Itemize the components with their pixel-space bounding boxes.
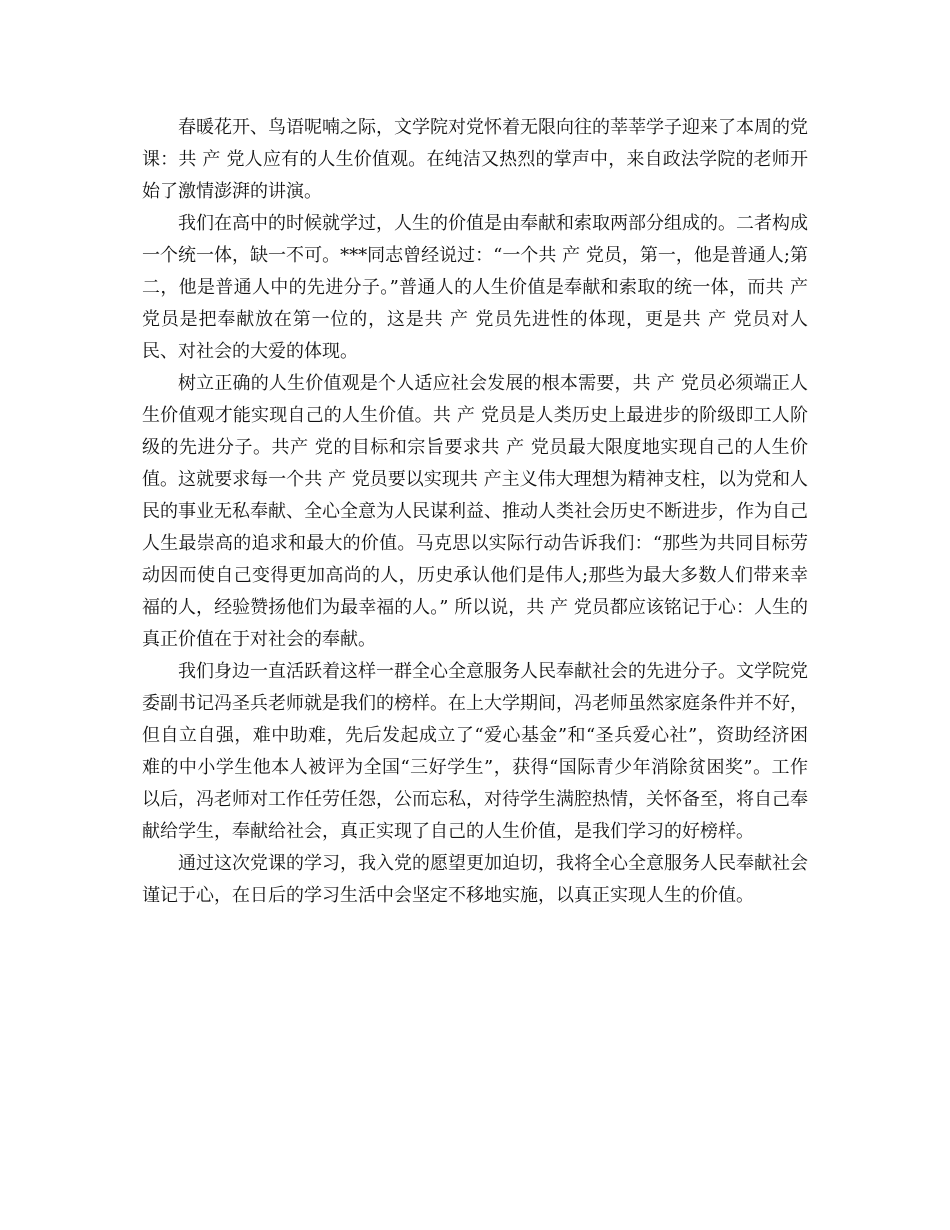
paragraph-2: 我们在高中的时候就学过，人生的价值是由奉献和索取两部分组成的。二者构成一个统一体，缺一不可。***同志曾经说过：“一个共 产 党员，第一，他是普通人;第二，他是普通人中的先进分子。”普通人的人生价值是奉献和索取的统一体，而共 产 党员是把奉献放在第一位的，这是共 产 党员先进性的体现，更是共 产 党员对人民、对社会的大爱的体现。 — [142, 213, 808, 362]
paragraph-4: 我们身边一直活跃着这样一群全心全意服务人民奉献社会的先进分子。文学院党委副书记冯圣兵老师就是我们的榜样。在上大学期间，冯老师虽然家庭条件并不好，但自立自强，难中助难，先后发起成立了“爱心基金”和“圣兵爱心社”，资助经济困难的中小学生他本人被评为全国“三好学生”，获得“国际青少年消除贫困奖”。工作以后，冯老师对工作任劳任怨，公而忘私，对待学生满腔热情，关怀备至，将自己奉献给学生，奉献给社会，真正实现了自己的人生价值，是我们学习的好榜样。 — [142, 661, 808, 842]
paragraph-3: 树立正确的人生价值观是个人适应社会发展的根本需要，共 产 党员必须端正人生价值观才能实现自己的人生价值。共 产 党员是人类历史上最进步的阶级即工人阶级的先进分子。共产 党的目标和宗旨要求共 产 党员最大限度地实现自己的人生价值。这就要求每一个共 产 党员要以实现共 产主义伟大理想为精神支柱，以为党和人民的事业无私奉献、全心全意为人民谋利益、推动人类社会历史不断进步，作为自己人生最崇高的追求和最大的价值。马克思以实际行动告诉我们：“那些为共同目标劳动因而使自己变得更加高尚的人，历史承认他们是伟人;那些为最大多数人们带来幸福的人，经验赞扬他们为最幸福的人。” 所以说，共 产 党员都应该铭记于心：人生的真正价值在于对社会的奉献。 — [142, 373, 808, 650]
document-body — [142, 112, 808, 912]
paragraph-1: 春暖花开、鸟语呢喃之际，文学院对党怀着无限向往的莘莘学子迎来了本周的党课：共 产 党人应有的人生价值观。在纯洁又热烈的掌声中，来自政法学院的老师开始了激情澎湃的讲演。 — [142, 117, 808, 202]
paragraph-5: 通过这次党课的学习，我入党的愿望更加迫切，我将全心全意服务人民奉献社会谨记于心，在日后的学习生活中会坚定不移地实施，以真正实现人生的价值。 — [142, 853, 808, 906]
